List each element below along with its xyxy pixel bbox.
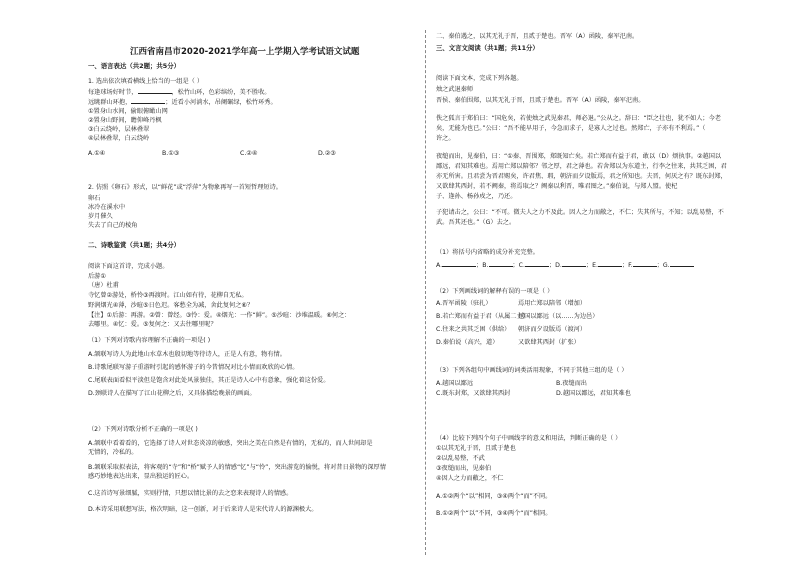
q4-4-sentence-2: ②以乱易整，不武 (436, 455, 485, 462)
poem-couplet-2: 野润烟光④薄，沙暄⑤日色迟。客愁全为减，舍此复何之⑥？ (88, 302, 254, 309)
q4-1-blank-e[interactable] (598, 261, 622, 267)
section-1-heading: 一、语言表达（共2题；共5分） (88, 62, 180, 70)
q4-1-blanks: A. ；B. ；C. ；D. ；E. ；F. ；G. (436, 261, 694, 270)
q4-intro: 阅读下面文本，完成下列各题。 (436, 75, 523, 82)
poem-author: （唐）杜甫 (88, 282, 119, 289)
q1-stem: 1. 选出依次填看横线上恰当的一组是（ ） (88, 78, 204, 85)
q2-stem: 2. 仿照《卵石》形式，以“鲜花”或“浮萍”为物象再写一首短哲理短诗。 (88, 184, 282, 191)
poem-note-2: 去哪里。④忆：爱。⑤复何之：又去往哪里呢？ (88, 321, 217, 328)
q4-1-blank-d[interactable] (562, 261, 586, 267)
passage-p4-line-1: 子犯请击之，公曰：“不可。微夫人之力不及此。因人之力而敝之，不仁；失其所与，不知；以乱易整，不 (436, 209, 724, 216)
q1-answer-b[interactable]: B.①③ (162, 150, 180, 157)
q4-3-option-d[interactable]: D.越国以鄙远，君知其难也 (556, 390, 631, 397)
poem-title: 后游① (88, 273, 106, 280)
passage-p1: 晋侯、秦伯围郑，以其无礼于晋，且贰于楚也。晋军（A）函陵，秦军氾南。 (436, 97, 645, 104)
q3-2-option-b-line-1[interactable]: B.颔联采取拟表法，将客观的“寺”和“桥”赋予人的情感“忆”与“怜”，突出游览的愉悦，将对昔日景物的深厚情 (88, 464, 386, 471)
section-3-heading: 三、文言文阅读（共1题；共11分） (436, 44, 539, 52)
passage-p2-line-1: 佚之狐言于郑伯曰：“国危矣，若使烛之武见秦君，师必退。”公从之。辞曰：“臣之壮也，犹不如人；今老 (436, 115, 721, 122)
q4-1-stem: （1）将括号内省略的成分补充完整。 (436, 249, 539, 256)
q4-3-row-1 (436, 380, 587, 388)
q4-3-stem: （3）下列各组句中画线词的词类活用现象，不同于其他三组的是（ ） (436, 367, 628, 374)
q4-3-option-a[interactable]: A.越国以鄙远 (436, 380, 474, 387)
q3-1-stem: （1）下列对诗歌内容理解不正确的一项是( ) (88, 337, 211, 344)
q1-answer-d[interactable]: D.②③ (318, 150, 336, 157)
q3-2-option-a-line-2[interactable]: 无情的，冷私的。 (88, 449, 138, 456)
exam-title: 江西省南昌市2020-2021学年高一上学期入学考试语文试题 (130, 47, 360, 57)
q1-blank-1 (138, 88, 172, 94)
q4-4-sentence-1: ①以其无礼于晋，且贰于楚也 (436, 445, 516, 452)
q3-1-option-d[interactable]: D.颈联诗人在描写了江山花柳之后，又具体描绘晚景的画面。 (88, 390, 256, 397)
q1-answers (88, 150, 336, 158)
q3-1-option-c[interactable]: C.尾联表面看似平淡但是饱含对此处风景独佳，其正是诗人心中有意象，强化着这份爱。 (88, 377, 330, 384)
q4-2-option-b[interactable]: B.若亡郑而有益于君（从属二主）越国以鄙远（以……为边邑） (436, 313, 599, 320)
q4-2-option-d[interactable]: D.秦伯说（高兴，道） 又欲肆其西封（扩张） (436, 339, 580, 346)
q4-1-blank-b[interactable] (489, 261, 513, 267)
poem-line-4: 失去了自己的棱角 (88, 222, 138, 229)
q4-2-stem: （2）下列画线词的解释有误的一项是（ ） (436, 288, 554, 295)
q4-2-option-c[interactable]: C.往来之共其乏困（供给） 朝济而夕设版焉（渡河） (436, 326, 587, 333)
passage-p4-line-2: 武。吾其还也。”（G）去之。 (436, 219, 516, 226)
q3-intro: 阅读下面这首诗，完成小题。 (88, 263, 169, 270)
q3-1-option-a[interactable]: A.颔联写诗人为此地山水草木也殷切地等待诗人，正是人有意，物有情。 (88, 351, 286, 358)
q4-3-option-c[interactable]: C.既东封郑，又欲肆其西封 (436, 390, 511, 397)
q4-1-blank-c[interactable] (525, 261, 549, 267)
q1-option-1: ①置身山水间，偷眼俯瞰山网 (88, 108, 168, 115)
poem-line-3: 岁月催久 (88, 213, 113, 220)
q4-4-option-b[interactable]: B.①②两个“以”不同，③④两个“而”相同。 (436, 510, 552, 517)
q4-4-sentence-4: ④因人之力而敝之，不仁 (436, 475, 504, 482)
q4-3-option-b[interactable]: B.夜缒而出 (556, 380, 587, 387)
column-divider (425, 30, 426, 555)
passage-p2-line-3: 许之。 (436, 135, 455, 142)
poem-line-2: 冰冷在溪水中 (88, 204, 126, 211)
q4-1-blank-a[interactable] (442, 261, 476, 267)
q3-2-option-b-line-2[interactable]: 感巧妙地表达出来，显出独运的匠心。 (88, 473, 194, 480)
poem-note-1: 【注】①后游：再游。②曾：曾经。③怜：爱。④烟光：一作“鲜”。⑤沙暄：沙堆温暖。⑥何之： (88, 312, 351, 319)
passage-p2-line-2: 矣，无能为也已。”公曰：“吾不能早用子，今急而求子，是寡人之过也。然郑亡，子亦有不利焉。”（ (436, 125, 706, 132)
passage-p3-line-1: 夜缒而出，见秦伯，曰：“①秦、晋围郑，郑既知亡矣。若亡郑而有益于君，敢以（D）烦执事。②越国以 (436, 153, 722, 160)
passage-p3-line-5: 子、逢孙、杨孙戍之，乃还。 (436, 193, 517, 200)
passage-p3-line-2: 鄙远，君知其难也。焉用亡郑以陪邻？邻之厚，君之薄也。若舍郑以为东道主，行李之往来，共其乏困，君 (436, 163, 727, 170)
q4-4-sentence-3: ③夜缒而出，见秦伯 (436, 465, 492, 472)
q4-3-row-2 (436, 390, 631, 398)
q1-line-1: 每逢球场好时节， ，松竹山环，色彩缤纷，美不胜收。 (88, 89, 271, 96)
q3-2-option-c[interactable]: C.这首诗写景细腻，实则抒情，只想以情比景的去之恋来表现诗人的情感。 (88, 490, 293, 497)
q1-line-2: 远眺群山环抱， ；近看小河淌水，吊阑碾绿，松竹环秀。 (88, 99, 277, 106)
q3-2-stem: （2）下列对诗歌分析不正确的一项是( ) (88, 426, 198, 433)
q1-answer-a[interactable]: A.①④ (88, 150, 106, 157)
q1-option-3: ③白云绕岭，层林叠翠 (88, 126, 150, 133)
passage-p3-line-3: 亦无所害。且君尝为晋君赐矣，许君焦、瑕，朝济而夕设版焉，君之所知也。夫晋，何厌之有？既东封郑， (436, 173, 727, 180)
q3-2-option-a-line-1[interactable]: A.颔联中看着看的，它选择了诗人对世态炎凉的敏感，突出之美在自然是有情的，无私的，而人世间却是 (88, 440, 373, 447)
passage-title: 烛之武退秦师 (436, 86, 474, 93)
poem-line-1: 卵石 (88, 195, 101, 202)
q1-option-4: ④层林叠翠，白云绕岭 (88, 135, 150, 142)
q1-option-2: ②置身山野间，瞻仰峰丹枫 (88, 117, 162, 124)
q3-1-option-b[interactable]: B.诗歌尾联写游子重游时引起的感怀游子的今昔情况对比小情而欢欣的心情。 (88, 364, 299, 371)
q4-4-stem: （4）比较下列四个句子中画线字的意义和用法，判断正确的是（ ） (436, 435, 622, 442)
q4-4-option-a[interactable]: A.①②两个“以”相同，③④两个“而”不同。 (436, 493, 552, 500)
q3-2-option-d[interactable]: D.本诗采用联想写法，格次明暗，这一创新，对于后来诗人是宋代诗人的源渊极大。 (88, 506, 318, 513)
q4-2-option-a[interactable]: A.晋军函陵（驻扎） 焉用亡郑以陪邻（增加） (436, 300, 587, 307)
q1-blank-2 (131, 98, 165, 104)
poem-couplet-1: 寺忆曾②游处，桥怜③再渡时。江山如有待，花柳自无私。 (88, 292, 248, 299)
section-2-heading: 二、诗歌鉴赏（共1题；共4分） (88, 241, 180, 249)
continued-passage-line: 二、秦伯遇之，以其无礼于晋，且贰于楚也。晋军（A）函陵，秦军氾南。 (436, 33, 639, 40)
passage-p3-line-4: 又欲肆其西封，若不阙秦，将焉取之？阙秦以利晋，唯君图之。”秦伯说，与郑人盟。使杞 (436, 183, 678, 190)
q4-1-blank-g[interactable] (670, 261, 694, 267)
q1-answer-c[interactable]: C.②④ (240, 150, 258, 157)
q4-1-blank-f[interactable] (633, 261, 657, 267)
